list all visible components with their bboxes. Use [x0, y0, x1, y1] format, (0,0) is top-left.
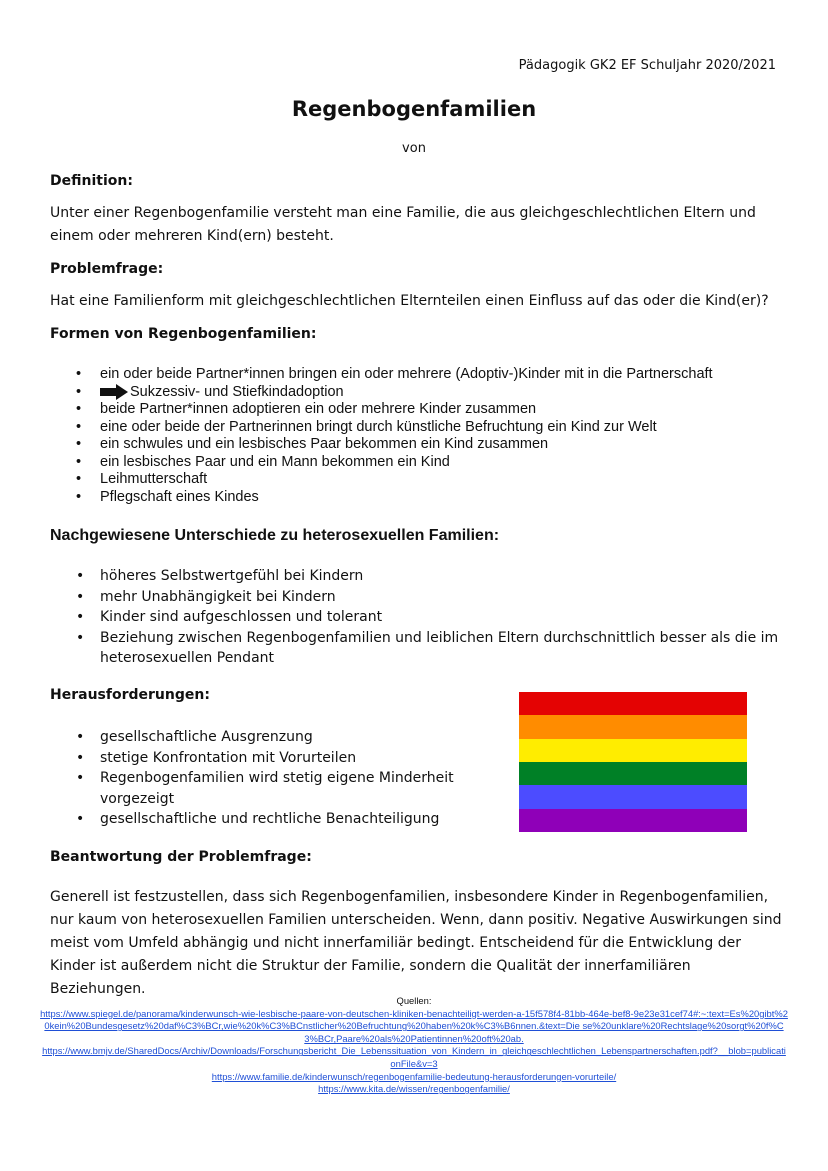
formen-list	[100, 366, 780, 506]
list-item	[100, 628, 780, 669]
list-item	[100, 587, 780, 608]
flag-stripe	[519, 739, 747, 762]
list-item-text: Kinder sind aufgeschlossen und tolerant	[100, 609, 383, 625]
problemfrage-text: Hat eine Familienform mit gleichgeschlechtlichen Elternteilen einen Einfluss auf das oder die Kind(er)?	[50, 293, 769, 309]
list-item-text: Regenbogenfamilien wird stetig eigene Minderheit vorgezeigt	[100, 770, 454, 807]
arrow-right-icon	[100, 384, 130, 400]
list-item	[100, 489, 780, 507]
flag-stripe	[519, 762, 747, 785]
list-item	[100, 607, 780, 628]
flag-stripe	[519, 809, 747, 832]
list-item-text: stetige Konfrontation mit Vorurteilen	[100, 749, 357, 766]
source-link[interactable]: https://www.bmjv.de/SharedDocs/Archiv/Downloads/Forschungsbericht_Die_Lebenssituation_von_Kindern_in_gleichgeschlechtlichen_Lebenspartnerschaften.pdf?__blob=publicationFile&v=3	[42, 1045, 786, 1069]
list-item-text: gesellschaftliche und rechtliche Benachteiligung	[100, 811, 440, 827]
list-item	[100, 401, 780, 419]
unterschiede-heading: Nachgewiesene Unterschiede zu heterosexuellen Familien:	[50, 527, 500, 544]
unterschiede-list	[100, 566, 780, 669]
problemfrage-heading: Problemfrage:	[50, 261, 164, 277]
sources-label: Quellen:	[396, 995, 432, 1006]
list-item	[100, 436, 780, 454]
rainbow-flag-image	[519, 692, 747, 832]
source-link[interactable]: https://www.spiegel.de/panorama/kinderwunsch-wie-lesbische-paare-von-deutschen-kliniken-benachteiligt-werden-a-15f578f4-81bb-464e-bef8-9e23e31cef74#:~:text=Es%20gibt%20kein%20Bundesgesetz%20daf%C3%BCr,wie%20k%C3%BCnstlicher%20Befruchtung%20haben%20k%C3%B6nnen.&text=Die se%20unklare%20Rechtslage%20sorgt%20f%C3%BCr,Paare%20als%20Patientinnen%20oft%20ab.	[40, 1007, 788, 1044]
list-item-text: ein lesbisches Paar und ein Mann bekommen ein Kind	[100, 453, 450, 470]
list-item-text: Leihmutterschaft	[100, 471, 208, 487]
list-item	[100, 768, 470, 809]
beantwortung-text: Generell ist festzustellen, dass sich Regenbogenfamilien, insbesondere Kinder in Regenbogenfamilien, nur kaum von heterosexuellen Familien unterscheiden. Wenn, dann positiv. Negative Auswirkungen sind meist vom Umfeld abhängig und nicht innerfamiliär bedingt. Entscheidend für die Entwicklung der Kinder ist außerdem nicht die Struktur der Familie, sondern die Qualität der innerfamiliären Beziehungen.	[50, 889, 782, 997]
course-header: Pädagogik GK2 EF Schuljahr 2020/2021	[518, 58, 776, 73]
source-link[interactable]: https://www.familie.de/kinderwunsch/regenbogenfamilie-bedeutung-herausforderungen-vorurteile/	[211, 1070, 617, 1082]
list-subnote	[100, 384, 780, 402]
list-item	[100, 366, 780, 384]
beantwortung-heading: Beantwortung der Problemfrage:	[50, 849, 312, 865]
source-link[interactable]: https://www.kita.de/wissen/regenbogenfamilie/	[318, 1083, 510, 1095]
list-item	[100, 471, 780, 489]
list-item	[100, 454, 780, 472]
list-item-text: eine oder beide der Partnerinnen bringt durch künstliche Befruchtung ein Kind zur Welt	[100, 418, 657, 435]
sources-section	[40, 995, 788, 1096]
list-item-text: höheres Selbstwertgefühl bei Kindern	[100, 568, 364, 584]
list-item-text: ein oder beide Partner*innen bringen ein oder mehrere (Adoptiv-)Kinder mit in die Partnerschaft	[100, 366, 713, 382]
list-item	[100, 748, 470, 769]
herausforderungen-heading: Herausforderungen:	[50, 687, 210, 703]
subnote-text: Sukzessiv- und Stiefkindadoption	[130, 383, 344, 400]
list-item	[100, 727, 470, 748]
formen-heading: Formen von Regenbogenfamilien:	[50, 326, 317, 342]
page-title: Regenbogenfamilien	[291, 97, 537, 121]
definition-text: Unter einer Regenbogenfamilie versteht man eine Familie, die aus gleichgeschlechtlichen Eltern und einem oder mehreren Kind(ern) besteht.	[50, 205, 756, 244]
flag-stripe	[519, 692, 747, 715]
list-item-text: mehr Unabhängigkeit bei Kindern	[100, 588, 336, 605]
herausforderungen-list	[100, 727, 470, 830]
list-item-text: Beziehung zwischen Regenbogenfamilien und leiblichen Eltern durchschnittlich besser als die im heterosexuellen Pendant	[100, 629, 779, 666]
author-line: von	[402, 141, 426, 156]
list-item-text: gesellschaftliche Ausgrenzung	[100, 729, 313, 745]
list-item	[100, 809, 470, 830]
flag-stripe	[519, 785, 747, 808]
list-item-text: Pflegschaft eines Kindes	[100, 488, 259, 505]
flag-stripe	[519, 715, 747, 738]
list-item	[100, 419, 780, 437]
list-item-text: beide Partner*innen adoptieren ein oder mehrere Kinder zusammen	[100, 401, 537, 417]
list-item	[100, 566, 780, 587]
list-item-text: ein schwules und ein lesbisches Paar bekommen ein Kind zusammen	[100, 436, 549, 452]
definition-heading: Definition:	[50, 173, 133, 189]
